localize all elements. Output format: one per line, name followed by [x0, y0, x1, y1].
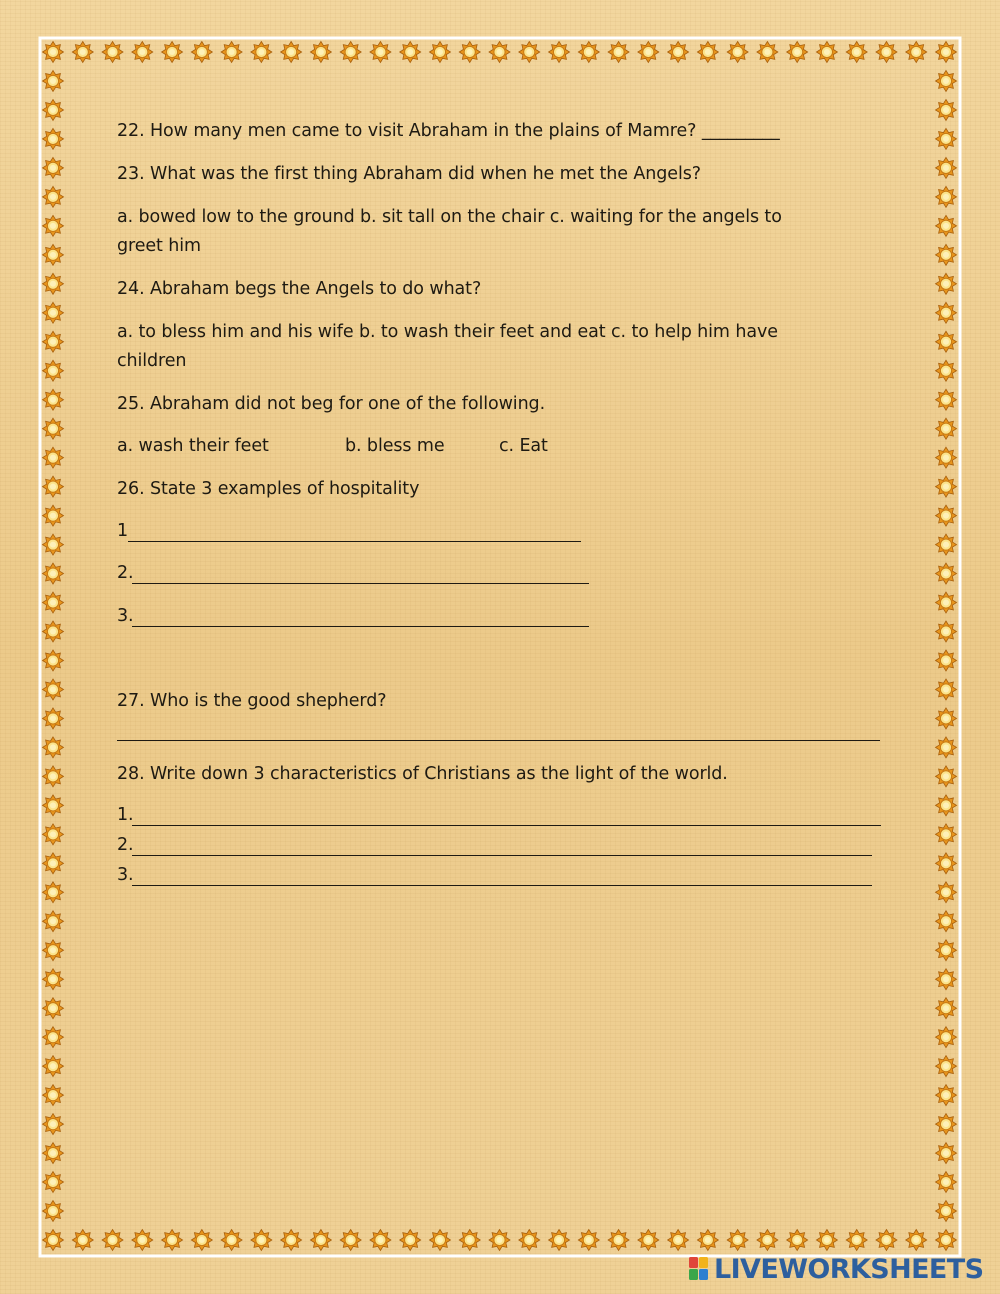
sun-icon	[221, 42, 242, 63]
sun-icon	[936, 969, 957, 990]
answer-27-line[interactable]	[117, 740, 880, 741]
sun-icon	[43, 679, 64, 700]
sun-icon	[43, 1201, 64, 1222]
sun-icon	[936, 911, 957, 932]
sun-icon	[697, 1230, 718, 1251]
sun-icon	[727, 1230, 748, 1251]
question-25: 25. Abraham did not beg for one of the following.	[117, 394, 546, 414]
sun-icon	[43, 360, 64, 381]
sun-icon	[936, 563, 957, 584]
sun-icon	[936, 1201, 957, 1222]
sun-icon	[72, 42, 93, 63]
sun-icon	[846, 42, 867, 63]
sun-icon	[43, 882, 64, 903]
sun-icon	[936, 476, 957, 497]
sun-icon	[787, 1230, 808, 1251]
sun-icon	[816, 1230, 837, 1251]
sun-icon	[72, 1230, 93, 1251]
sun-icon	[43, 418, 64, 439]
answer-26-3-label: 3.	[117, 606, 134, 626]
sun-icon	[43, 1085, 64, 1106]
sun-icon	[400, 1230, 421, 1251]
sun-icon	[221, 1230, 242, 1251]
sun-icon	[549, 1230, 570, 1251]
sun-icon	[936, 766, 957, 787]
sun-icon	[936, 1230, 957, 1251]
answer-26-2-label: 2.	[117, 563, 134, 583]
sun-icon	[936, 708, 957, 729]
sun-icon	[43, 157, 64, 178]
liveworksheets-mark-icon	[688, 1255, 710, 1283]
sun-icon	[429, 1230, 450, 1251]
sun-icon	[400, 42, 421, 63]
sun-icon	[906, 1230, 927, 1251]
answer-28-2-label: 2.	[117, 835, 134, 855]
sun-icon	[757, 1230, 778, 1251]
sun-icon	[43, 447, 64, 468]
sun-icon	[936, 1027, 957, 1048]
sun-icon	[43, 1230, 64, 1251]
question-24-options-cont: children	[117, 351, 187, 371]
sun-icon	[43, 215, 64, 236]
sun-icon	[936, 737, 957, 758]
question-23: 23. What was the first thing Abraham did when he met the Angels?	[117, 164, 701, 184]
sun-icon	[578, 42, 599, 63]
sun-icon	[549, 42, 570, 63]
sun-icon	[787, 42, 808, 63]
question-24: 24. Abraham begs the Angels to do what?	[117, 279, 482, 299]
sun-icon	[936, 1114, 957, 1135]
sun-icon	[132, 42, 153, 63]
sun-icon	[936, 679, 957, 700]
answer-26-2-line[interactable]	[132, 583, 589, 584]
sun-icon	[936, 882, 957, 903]
sun-icon	[43, 650, 64, 671]
sun-icon	[43, 70, 64, 91]
sun-icon	[936, 331, 957, 352]
sun-icon	[936, 592, 957, 613]
sun-icon	[43, 911, 64, 932]
question-27: 27. Who is the good shepherd?	[117, 691, 387, 711]
sun-icon	[340, 42, 361, 63]
sun-icon	[936, 447, 957, 468]
sun-icon	[936, 389, 957, 410]
sun-icon	[43, 302, 64, 323]
sun-icon	[608, 42, 629, 63]
sun-icon	[43, 853, 64, 874]
sun-icon	[936, 1085, 957, 1106]
sun-icon	[608, 1230, 629, 1251]
sun-icon	[936, 157, 957, 178]
brand-name: LIVEWORKSHEETS	[714, 1253, 984, 1285]
sun-icon	[489, 42, 510, 63]
question-24-options: a. to bless him and his wife b. to wash their feet and eat c. to help him have	[117, 322, 778, 342]
sun-icon	[757, 42, 778, 63]
sun-icon	[340, 1230, 361, 1251]
sun-icon	[251, 42, 272, 63]
sun-icon	[281, 42, 302, 63]
sun-icon	[936, 621, 957, 642]
sun-icon	[936, 186, 957, 207]
sun-icon	[668, 1230, 689, 1251]
answer-28-1-line[interactable]	[132, 825, 881, 826]
sun-icon	[936, 940, 957, 961]
question-22: 22. How many men came to visit Abraham in the plains of Mamre? _________	[117, 121, 780, 141]
sun-icon	[43, 737, 64, 758]
sun-icon	[936, 302, 957, 323]
sun-icon	[191, 42, 212, 63]
answer-28-3-label: 3.	[117, 865, 134, 885]
sun-icon	[43, 1172, 64, 1193]
sun-icon	[310, 42, 331, 63]
sun-icon	[936, 505, 957, 526]
sun-icon	[489, 1230, 510, 1251]
sun-icon	[43, 708, 64, 729]
sun-icon	[102, 42, 123, 63]
sun-icon	[310, 1230, 331, 1251]
sun-icon	[43, 534, 64, 555]
sun-icon	[936, 244, 957, 265]
sun-icon	[43, 42, 64, 63]
sun-icon	[876, 42, 897, 63]
liveworksheets-logo[interactable]	[688, 1252, 983, 1286]
sun-icon	[876, 1230, 897, 1251]
sun-icon	[43, 186, 64, 207]
sun-icon	[43, 476, 64, 497]
sun-icon	[459, 42, 480, 63]
sun-icon	[936, 360, 957, 381]
question-25-option-c: c. Eat	[499, 436, 548, 456]
answer-28-3-line[interactable]	[132, 885, 872, 886]
question-25-option-b: b. bless me	[345, 436, 445, 456]
sun-icon	[43, 99, 64, 120]
sun-icon	[370, 1230, 391, 1251]
sun-icon	[519, 1230, 540, 1251]
sun-icon	[697, 42, 718, 63]
sun-icon	[43, 1114, 64, 1135]
sun-icon	[191, 1230, 212, 1251]
sun-icon	[936, 42, 957, 63]
sun-icon	[936, 853, 957, 874]
sun-icon	[43, 273, 64, 294]
sun-icon	[936, 795, 957, 816]
sun-icon	[102, 1230, 123, 1251]
sun-icon	[936, 70, 957, 91]
sun-icon	[43, 331, 64, 352]
sun-icon	[906, 42, 927, 63]
sun-icon	[43, 563, 64, 584]
sun-icon	[459, 1230, 480, 1251]
sun-icon	[936, 215, 957, 236]
sun-icon	[162, 42, 183, 63]
sun-icon	[132, 1230, 153, 1251]
question-28: 28. Write down 3 characteristics of Christians as the light of the world.	[117, 764, 728, 784]
sun-icon	[578, 1230, 599, 1251]
answer-26-1-line[interactable]	[128, 541, 581, 542]
sun-icon	[43, 128, 64, 149]
sun-icon	[370, 42, 391, 63]
sun-icon	[43, 1056, 64, 1077]
sun-icon	[43, 766, 64, 787]
sun-icon	[936, 1056, 957, 1077]
sun-icon	[43, 505, 64, 526]
question-23-options-cont: greet him	[117, 236, 201, 256]
sun-icon	[936, 534, 957, 555]
sun-icon	[846, 1230, 867, 1251]
answer-28-1-label: 1.	[117, 805, 134, 825]
sun-icon	[281, 1230, 302, 1251]
sun-icon	[936, 99, 957, 120]
sun-icon	[519, 42, 540, 63]
answer-26-3-line[interactable]	[132, 626, 589, 627]
sun-icon	[936, 650, 957, 671]
sun-icon	[668, 42, 689, 63]
sun-icon	[638, 42, 659, 63]
sun-icon	[43, 969, 64, 990]
sun-icon	[816, 42, 837, 63]
question-23-options: a. bowed low to the ground b. sit tall on the chair c. waiting for the angels to	[117, 207, 782, 227]
sun-icon	[43, 1143, 64, 1164]
answer-26-1-label: 1	[117, 521, 129, 541]
sun-icon	[936, 824, 957, 845]
sun-icon	[936, 418, 957, 439]
answer-28-2-line[interactable]	[132, 855, 872, 856]
sun-icon	[936, 1143, 957, 1164]
sun-icon	[251, 1230, 272, 1251]
sun-icon	[43, 621, 64, 642]
sun-icon	[936, 1172, 957, 1193]
sun-icon	[43, 592, 64, 613]
sun-icon	[936, 998, 957, 1019]
sun-icon	[43, 244, 64, 265]
question-25-option-a: a. wash their feet	[117, 436, 269, 456]
sun-icon	[936, 128, 957, 149]
sun-icon	[43, 940, 64, 961]
sun-icon	[43, 1027, 64, 1048]
sun-icon	[43, 389, 64, 410]
sun-icon	[429, 42, 450, 63]
sun-icon	[43, 998, 64, 1019]
sun-icon	[43, 824, 64, 845]
sun-icon	[162, 1230, 183, 1251]
sun-icon	[727, 42, 748, 63]
sun-icon	[936, 273, 957, 294]
sun-icon	[43, 795, 64, 816]
sun-icon	[638, 1230, 659, 1251]
question-26: 26. State 3 examples of hospitality	[117, 479, 420, 499]
